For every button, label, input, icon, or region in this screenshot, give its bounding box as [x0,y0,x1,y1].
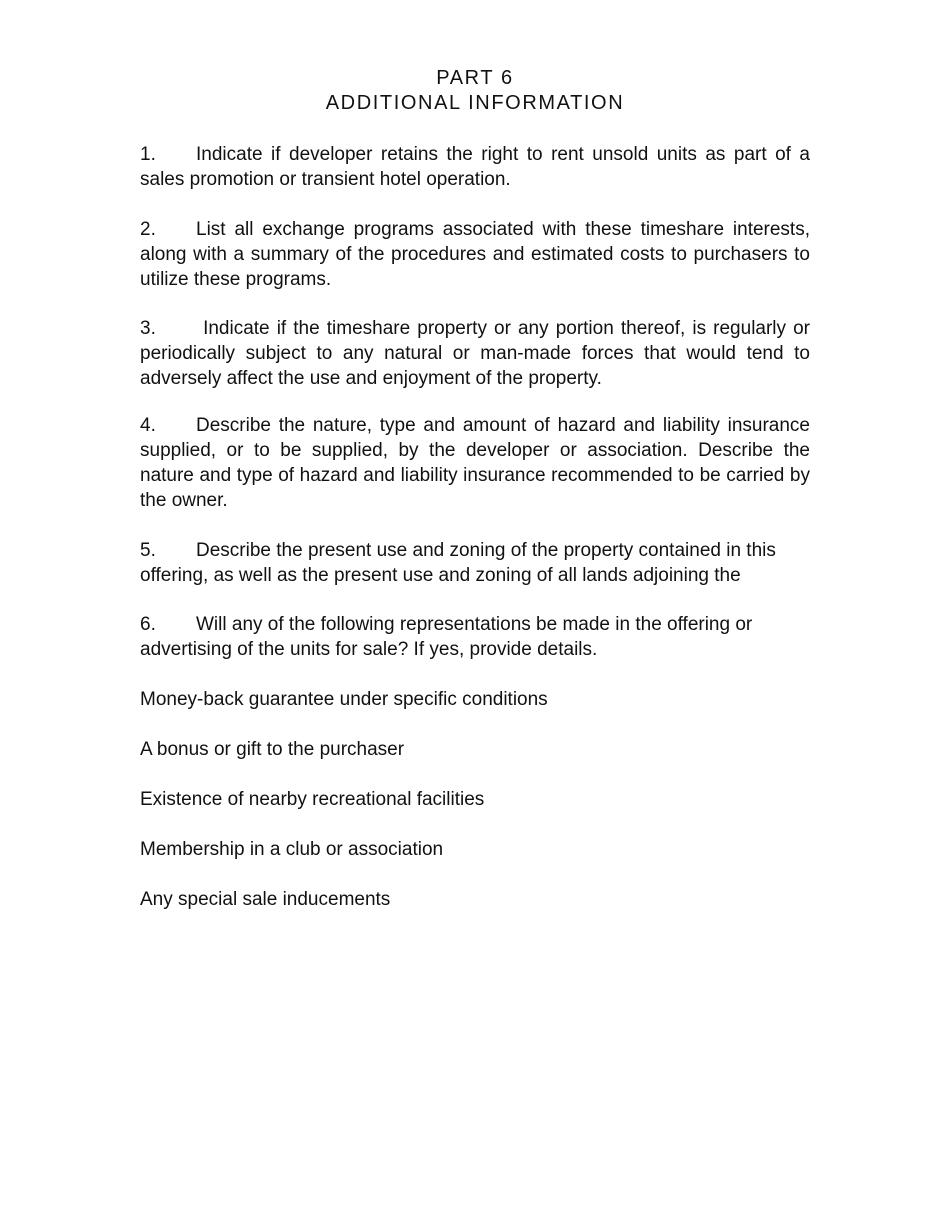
question-number: 2. [140,219,156,240]
representation-item: Money-back guarantee under specific conditions [140,689,548,710]
representation-item: A bonus or gift to the purchaser [140,739,405,760]
question-text: Describe the present use and zoning of the property contained in this offering, as well as the present use and zoning of all lands adjoining the [140,540,776,586]
representation-item: Existence of nearby recreational facilities [140,789,485,810]
part-number-heading: PART 6 [436,67,514,89]
question-text: Will any of the following representations be made in the offering or advertising of the units for sale? If yes, provide details. [140,614,753,660]
question-number: 4. [140,415,156,436]
question-number: 6. [140,614,156,635]
question-item-5 [140,538,810,588]
representation-item: Any special sale inducements [140,889,391,910]
question-text: List all exchange programs associated with these timeshare interests, along with a summary of the procedures and estimated costs to purchasers to utilize these programs. [140,219,810,290]
question-text: Indicate if the timeshare property or any portion thereof, is regularly or periodically subject to any natural or man-made forces that would tend to adversely affect the use and enjoyment of the property. [140,318,810,389]
question-item-3 [140,316,810,391]
section-title-heading: ADDITIONAL INFORMATION [325,92,625,114]
question-text: Indicate if developer retains the right to rent unsold units as part of a sales promotion or transient hotel operation. [140,144,810,190]
representation-item: Membership in a club or association [140,839,444,860]
question-number: 3. [140,318,156,339]
question-number: 5. [140,540,156,561]
question-item-2 [140,217,810,292]
question-item-4 [140,413,810,513]
question-text: Describe the nature, type and amount of hazard and liability insurance supplied, or to be supplied, by the developer or association. Describe the nature and type of hazard and liability insurance recommended to be carried by the owner. [140,415,810,511]
question-number: 1. [140,144,156,165]
question-item-1 [140,142,810,192]
question-item-6 [140,612,810,662]
